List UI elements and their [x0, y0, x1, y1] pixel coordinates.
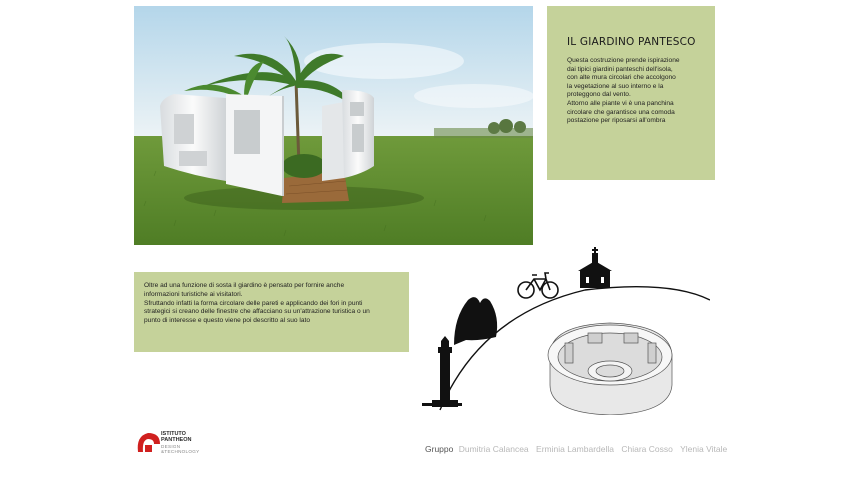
bicycle-icon	[518, 273, 558, 298]
credits-label: Gruppo	[425, 444, 454, 454]
credits	[425, 444, 732, 454]
garden-model	[548, 323, 672, 415]
info-line: punto di interesse e questo viene poi descritto al suo lato	[144, 317, 311, 325]
render-photo	[134, 6, 533, 245]
panel-line: la vegetazione al suo interno e la	[567, 82, 664, 90]
panel-text	[567, 57, 703, 126]
member-name: Chiara Cosso	[621, 444, 673, 454]
logo-line: PANTHEON	[161, 436, 192, 443]
info-line: Sfruttando infatti la forma circolare delle pareti e applicando dei fori in punti	[144, 299, 363, 307]
logo-line: DESIGN	[161, 444, 181, 449]
panel-line: con alte mura circolari che accolgono	[567, 74, 676, 82]
logo-line: ISTITUTO	[161, 431, 186, 437]
lighthouse-icon	[422, 336, 462, 407]
panel-line: postazione per riposarsi all'ombra	[567, 117, 666, 125]
panel-line: dai tipici giardini panteschi dell'isola,	[567, 65, 673, 73]
panel-line: proteggono dal vento.	[567, 91, 631, 99]
panel-line: Attorno alle piante vi è una panchina	[567, 99, 674, 107]
logo-mark-icon	[134, 428, 164, 458]
logo-name	[161, 432, 191, 444]
info-panel	[134, 272, 409, 352]
rock-icon	[454, 297, 497, 345]
member-name: Erminia Lambardella	[536, 444, 614, 454]
info-line: strategici si creano delle finestre che affacciano su un'attrazione turistica o un	[144, 308, 370, 316]
logo-line: &TECHNOLOGY	[161, 449, 200, 454]
church-icon	[578, 247, 612, 288]
member-name: Ylenia Vitale	[680, 444, 728, 454]
description-panel	[547, 6, 715, 180]
info-line: informazioni turistiche ai visitatori.	[144, 290, 243, 298]
concept-illustration	[410, 245, 710, 415]
info-line: Oltre ad una funzione di sosta il giardino è pensato per fornire anche	[144, 282, 345, 289]
panel-line: circolare che garantisce una comoda	[567, 108, 675, 116]
panel-title: IL GIARDINO PANTESCO	[567, 36, 696, 48]
info-text	[144, 282, 399, 326]
panel-line: Questa costruzione prende ispirazione	[567, 57, 680, 64]
logo-subtitle	[161, 444, 200, 454]
member-name: Dumitria Calancea	[458, 444, 529, 454]
